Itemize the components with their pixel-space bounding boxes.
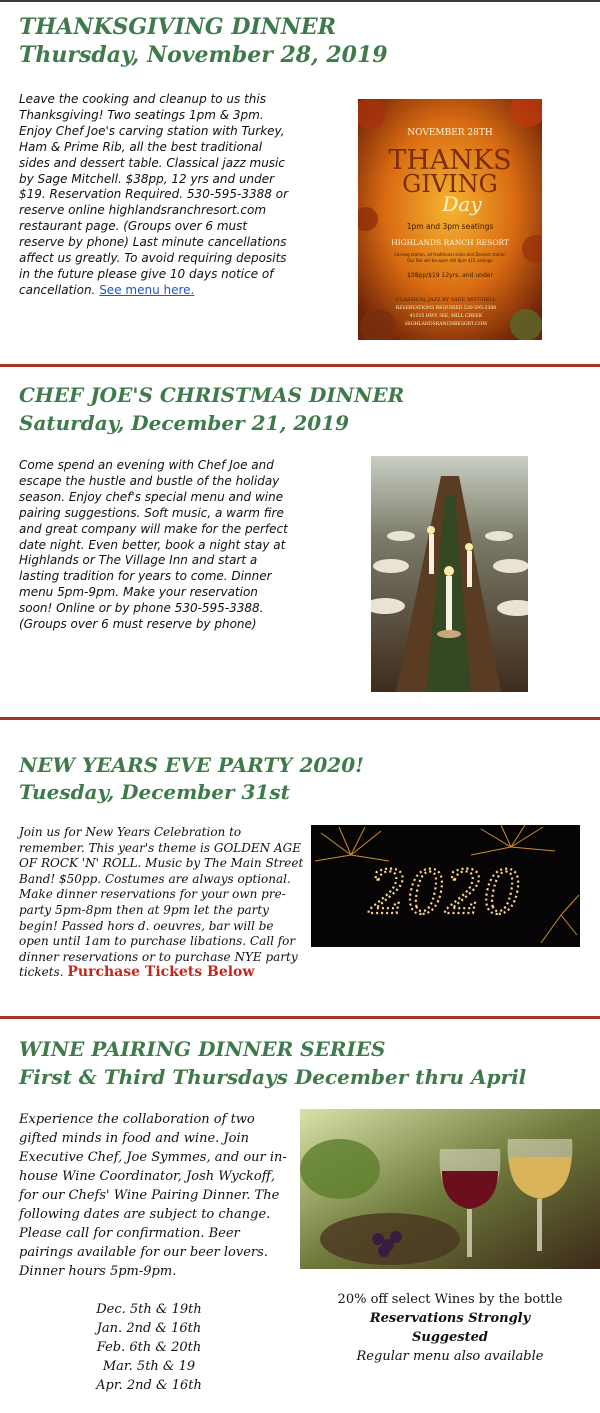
poster-address: 41515 HWY 36E, MILL CREEK (409, 314, 483, 319)
nye-fireworks-art (311, 825, 580, 947)
poster-venue: HIGHLANDS RANCH RESORT (391, 238, 509, 247)
poster-line1: THANKS (388, 145, 512, 176)
wine-body: Experience the collaboration of two gifted minds in food and wine. Join Executive Chef, Joe Symmes, and our in-house Wine Coordinator, Josh Wyckoff, for our Chefs' Wine Pairing Dinner. The following dates are subject to change. Please call for confirmation. Beer pairings available for our beer lovers. Dinner hours 5pm-9pm. (19, 1112, 287, 1279)
wine-glasses-photo (300, 1109, 600, 1269)
poster-music: CLASSICAL JAZZ BY SAGE MITCHELL (396, 297, 496, 303)
thanksgiving-body: Leave the cooking and cleanup to us this Thanksgiving! Two seatings 1pm & 3pm. Enjoy Chef Joe's carving station with Turkey, Ham & Prime Rib, all the best traditional sides and dessert table. Classical jazz music by Sage Mitchell. $38pp, 12 yrs and under $19. Reservation Required. 530-595-3388 or reserve online highlandsranchresort.com restaurant page. (Groups over 6 must reserve by phone) Last minute cancellations affect us greatly. To avoid requiring deposits in the future please give 10 days notice of cancellation. (19, 92, 289, 297)
wine-date-item: Jan. 2nd & 16th (96, 1321, 202, 1336)
thanksgiving-date: Thursday, November 28, 2019 (19, 42, 388, 68)
nye-fireworks-image (311, 825, 580, 947)
regular-menu-note: Regular menu also available (356, 1349, 544, 1364)
christmas-title: CHEF JOE'S CHRISTMAS DINNER (19, 383, 405, 407)
thanksgiving-poster-art (358, 99, 542, 340)
poster-reservations: RESERVATIONS REQUIRED 530-595-3388 (395, 306, 497, 311)
section-divider (0, 364, 600, 367)
section-divider (0, 1016, 600, 1019)
thanksgiving-description (19, 92, 291, 299)
poster-script: Day (442, 192, 482, 216)
christmas-table-photo-art (371, 456, 528, 692)
christmas-body: Come spend an evening with Chef Joe and escape the hustle and bustle of the holiday season. Enjoy chef's special menu and wine pairing suggestions. Soft music, a warm fire and great company will make for the perfect date night. Even better, book a night stay at Highlands or The Village Inn and start a lasting tradition for years to come. Dinner menu 5pm-9pm. Make your reservation soon! Online or by phone 530-595-3388. (Groups over 6 must reserve by phone) (19, 458, 288, 632)
poster-seatings: 1pm and 3pm seatings (406, 222, 494, 231)
poster-detail1: Carving station, all traditional sides and Dessert station (394, 252, 506, 257)
wine-dates-list (19, 1300, 279, 1395)
wine-date-item: Mar. 5th & 19 (102, 1359, 196, 1374)
nye-body: Join us for New Years Celebration to remember. This year's theme is GOLDEN AGE OF ROCK 'N' ROLL. Music by The Main Street Band! $50pp. Costumes are always optional. Make dinner reservations for your own pre-party 5pm-8pm then at 9pm let the party begin! Passed hors d. oeuvres, bar will be open until 1am to purchase libations. Call for dinner reservations or to purchase NYE party tickets. (19, 825, 304, 980)
wine-offer: 20% off select Wines by the bottle (337, 1292, 563, 1307)
thanksgiving-poster (358, 99, 542, 340)
purchase-tickets-cta: Purchase Tickets Below (67, 964, 255, 981)
poster-detail2: Our Bar will be open still 8pm $15 corkage (407, 258, 493, 263)
wine-date-item: Apr. 2nd & 16th (96, 1378, 202, 1393)
wine-date: First & Third Thursdays December thru April (19, 1065, 527, 1089)
nye-description (19, 825, 304, 981)
nye-image-text: 2020 (368, 858, 522, 928)
christmas-date: Saturday, December 21, 2019 (19, 411, 350, 435)
wine-side-notes (300, 1290, 600, 1366)
nye-title: NEW YEARS EVE PARTY 2020! (19, 753, 364, 777)
wine-title: WINE PAIRING DINNER SERIES (19, 1037, 386, 1061)
nye-date: Tuesday, December 31st (19, 780, 290, 804)
wine-glasses-photo-art (300, 1109, 600, 1269)
top-border (0, 0, 600, 2)
poster-site: HIGHLANDSRANCHRESORT.COM (405, 322, 487, 327)
thanksgiving-title: THANKSGIVING DINNER (19, 14, 336, 40)
section-divider (0, 717, 600, 720)
see-menu-link[interactable]: See menu here. (99, 282, 195, 297)
poster-line2: GIVING (402, 170, 498, 198)
reservations-note: Reservations Strongly Suggested (369, 1311, 531, 1345)
christmas-table-photo (371, 456, 528, 692)
poster-price: $38pp/$19 12yrs. and under (407, 272, 493, 279)
wine-date-item: Dec. 5th & 19th (96, 1302, 202, 1317)
wine-date-item: Feb. 6th & 20th (96, 1340, 202, 1355)
poster-top: NOVEMBER 28TH (407, 128, 493, 138)
